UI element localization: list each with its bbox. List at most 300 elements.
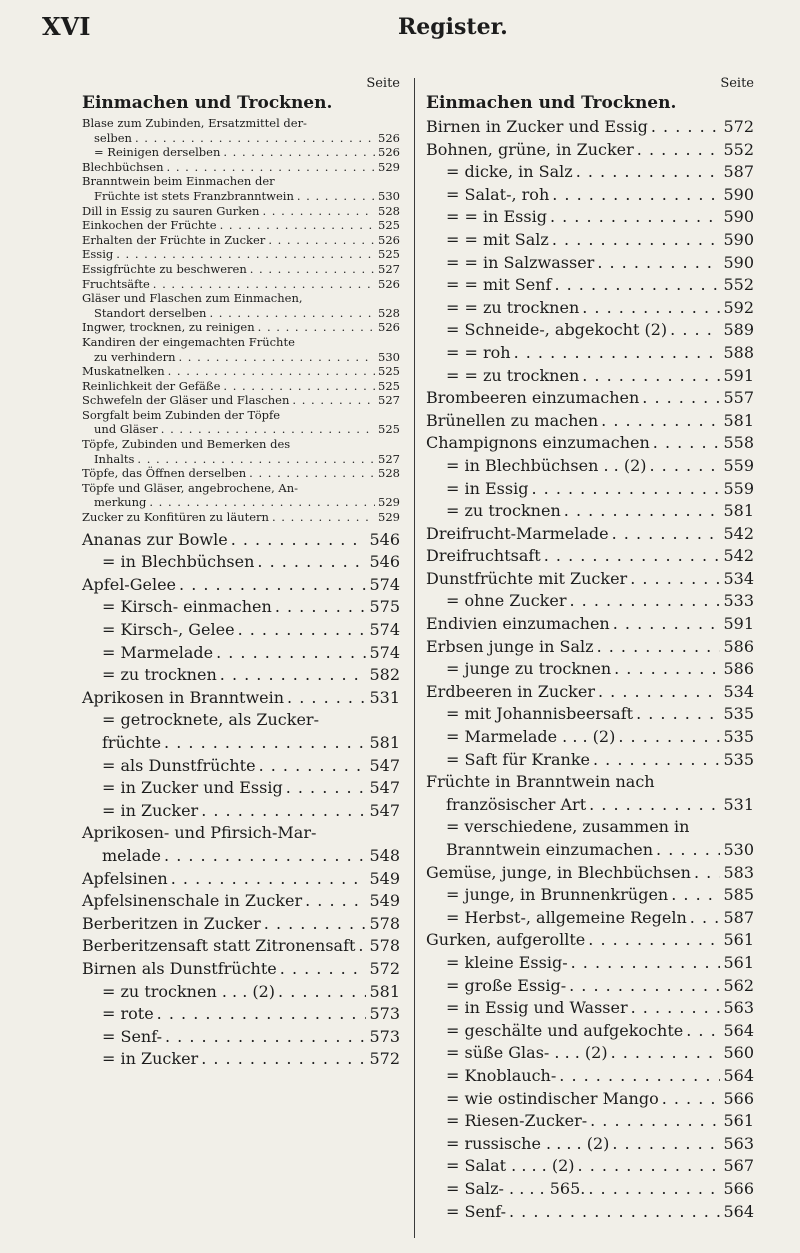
page-reference: 573 (369, 1004, 400, 1024)
page-reference: 525 (378, 364, 400, 379)
index-entry-text: = in Zucker (102, 1049, 199, 1069)
index-entry (426, 455, 754, 478)
index-entry (82, 845, 400, 868)
page-reference: 564 (723, 1065, 754, 1085)
page-reference: 552 (723, 139, 754, 159)
page-reference: 548 (369, 845, 400, 865)
index-entry (82, 306, 400, 321)
index-entry-line: = getrocknete, als Zucker- (102, 710, 319, 730)
dot-leader (690, 907, 721, 930)
index-entry (426, 1201, 754, 1224)
index-entry-text: selben (94, 130, 132, 145)
index-entry-text: = Salz- . . . . 565. (446, 1178, 586, 1198)
dot-leader (268, 233, 375, 248)
index-entry-text: = Herbst-, allgemeine Regeln (446, 907, 687, 927)
dot-leader (614, 658, 720, 681)
index-entry (426, 884, 754, 907)
dot-leader (531, 478, 720, 501)
page-reference: 525 (378, 218, 400, 233)
dot-leader (249, 466, 375, 481)
page-reference: 574 (369, 642, 400, 662)
index-entry (82, 981, 400, 1004)
page-reference: 547 (369, 755, 400, 775)
index-entry-text: Dreifruchtsaft (426, 546, 541, 566)
page-reference: 581 (369, 981, 400, 1001)
dot-leader (264, 913, 367, 936)
dot-leader (642, 387, 720, 410)
dot-leader (552, 229, 721, 252)
page-reference: 559 (723, 478, 754, 498)
page-reference: 567 (723, 1156, 754, 1176)
index-entry (426, 590, 754, 613)
index-entry (426, 545, 754, 568)
index-entry (82, 466, 400, 481)
index-entry (426, 161, 754, 184)
index-entry-text: = Reinigen derselben (94, 145, 221, 160)
index-entry-text: = zu trocknen (446, 501, 561, 521)
page-reference: 561 (723, 1111, 754, 1131)
index-entry (426, 568, 754, 591)
index-entry (82, 145, 400, 160)
index-entry-line: Früchte in Branntwein nach (426, 772, 655, 792)
index-entry-text: Reinlichkeit der Gefäße (82, 378, 221, 393)
index-entry-text: Erhalten der Früchte in Zucker (82, 232, 266, 247)
index-entry-text: = in Essig und Wasser (446, 998, 628, 1018)
index-entry (426, 342, 754, 365)
index-entry-text: = ohne Zucker (446, 591, 567, 611)
page-reference: 561 (723, 930, 754, 950)
page-reference: 563 (723, 998, 754, 1018)
index-entry (426, 139, 754, 162)
page-reference: 581 (369, 732, 400, 752)
page-reference: 581 (723, 501, 754, 521)
page-reference: 525 (378, 422, 400, 437)
page-reference: 589 (723, 320, 754, 340)
dot-leader (598, 681, 720, 704)
index-entry-text: = Kirsch- einmachen (102, 597, 272, 617)
page-reference: 587 (723, 907, 754, 927)
index-entry (82, 495, 400, 510)
page-reference: 558 (723, 433, 754, 453)
index-entry (426, 839, 754, 862)
index-entry (82, 777, 400, 800)
page-reference: 549 (369, 891, 400, 911)
index-entry-text: = = roh (446, 342, 511, 362)
index-entry (82, 233, 400, 248)
index-entry-text: französischer Art (446, 794, 587, 814)
index-entry (426, 297, 754, 320)
page-reference: 592 (723, 297, 754, 317)
index-entry (82, 890, 400, 913)
page-reference: 566 (723, 1088, 754, 1108)
index-entry-text: = in Zucker (102, 800, 199, 820)
index-entry (82, 364, 400, 379)
dot-leader (275, 596, 367, 619)
dot-leader (167, 160, 376, 175)
dot-leader (569, 975, 720, 998)
index-entry-text: = Marmelade . . . (2) (446, 727, 616, 747)
index-entry-text: = in Blechbüchsen (102, 552, 255, 572)
index-entry-line: Sorgfalt beim Zubinden der Töpfe (82, 407, 281, 422)
page-reference: 564 (723, 1201, 754, 1221)
page-reference: 590 (723, 207, 754, 227)
index-entry-text: Apfelsinen (82, 868, 168, 888)
page-reference: 542 (723, 546, 754, 566)
dot-leader (292, 393, 375, 408)
index-entry-text: = Schneide-, abgekocht (2) (446, 320, 668, 340)
index-entry (82, 350, 400, 365)
index-entry-text: Standort derselben (94, 305, 207, 320)
index-entry (426, 636, 754, 659)
page-reference: 526 (378, 232, 400, 247)
index-entry-text: Birnen als Dunstfrüchte (82, 958, 277, 978)
dot-leader (165, 1026, 366, 1049)
dot-leader (612, 1133, 720, 1156)
page-reference: 573 (369, 1026, 400, 1046)
index-entry (426, 206, 754, 229)
dot-leader (509, 1201, 720, 1224)
page-reference: 534 (723, 681, 754, 701)
index-entry-text: = junge, in Brunnenkrügen (446, 885, 669, 905)
index-entry-text: Apfelsinenschale in Zucker (82, 891, 303, 911)
index-entry (426, 500, 754, 523)
index-entry-text: = als Dunstfrüchte (102, 755, 256, 775)
vegetable-index-list (426, 116, 754, 1223)
index-entry (426, 1088, 754, 1111)
dot-leader (153, 277, 375, 292)
index-entry (426, 523, 754, 546)
index-entry-text: = zu trocknen (102, 665, 217, 685)
index-entry (426, 613, 754, 636)
index-entry-text: Schwefeln der Gläser und Flaschen (82, 393, 290, 408)
index-entry-text: = mit Johannisbeersaft (446, 704, 634, 724)
index-entry-text: = Salat . . . . (2) (446, 1156, 575, 1176)
page-reference: 564 (723, 1020, 754, 1040)
dot-leader (223, 379, 375, 394)
index-entry (82, 1003, 400, 1026)
dot-leader (238, 619, 367, 642)
index-entry (426, 478, 754, 501)
section-title: Einmachen und Trocknen. (426, 93, 677, 113)
index-entry (426, 274, 754, 297)
dot-leader (280, 958, 367, 981)
index-entry-line: Branntwein beim Einmachen der (82, 174, 275, 189)
dot-leader (257, 551, 366, 574)
index-entry-line: Aprikosen- und Pfirsich-Mar- (82, 823, 317, 843)
index-entry-text: Blechbüchsen (82, 159, 164, 174)
dot-leader (670, 319, 720, 342)
index-entry-text: Dreifrucht-Marmelade (426, 523, 609, 543)
index-entry-text: Inhalts (94, 451, 135, 466)
dot-leader (564, 500, 721, 523)
index-entry-text: Champignons einzumachen (426, 433, 650, 453)
index-entry-text: Brünellen zu machen (426, 410, 599, 430)
seite-label: Seite (720, 76, 754, 91)
index-entry (82, 664, 400, 687)
index-entry-text: = = zu trocknen (446, 297, 580, 317)
index-entry-line: Kandiren der eingemachten Früchte (82, 334, 295, 349)
dot-leader (559, 1065, 720, 1088)
index-entry (82, 935, 400, 958)
page-reference: 525 (378, 247, 400, 262)
page-reference: 583 (723, 862, 754, 882)
index-entry-text: = = zu trocknen (446, 365, 580, 385)
index-entry-text: = rote (102, 1004, 154, 1024)
dot-leader (611, 1042, 721, 1065)
page-reference: 587 (723, 162, 754, 182)
dot-leader (618, 726, 720, 749)
page-reference: 586 (723, 659, 754, 679)
fruit-index-list (82, 529, 400, 1071)
dot-leader (653, 432, 721, 455)
index-entry (82, 732, 400, 755)
index-entry (82, 687, 400, 710)
dot-leader (650, 455, 721, 478)
index-entry (426, 365, 754, 388)
dot-leader (161, 422, 375, 437)
page-reference: 535 (723, 749, 754, 769)
index-entry (82, 958, 400, 981)
index-entry-text: = kleine Essig- (446, 952, 568, 972)
dot-leader (630, 568, 720, 591)
page-reference: 529 (378, 495, 400, 510)
index-entry (82, 452, 400, 467)
dot-leader (286, 777, 367, 800)
index-entry (426, 1133, 754, 1156)
dot-leader (597, 252, 720, 275)
dot-leader (278, 981, 366, 1004)
dot-leader (631, 997, 721, 1020)
dot-leader (135, 131, 375, 146)
index-entry-text: Berberitzen in Zucker (82, 913, 261, 933)
dot-leader (201, 800, 366, 823)
index-entry (82, 596, 400, 619)
index-entry-text: Bohnen, grüne, in Zucker (426, 139, 634, 159)
dot-leader (589, 794, 720, 817)
dot-leader (514, 342, 721, 365)
index-entry (82, 1048, 400, 1071)
page-reference: 546 (369, 552, 400, 572)
page-reference: 530 (378, 188, 400, 203)
index-entry-text: Essigfrüchte zu beschweren (82, 261, 247, 276)
dot-leader (671, 884, 720, 907)
index-entry-line: Blase zum Zubinden, Ersatzmittel der- (82, 116, 307, 130)
page-reference: 572 (723, 117, 754, 136)
index-entry-text: = in Essig (446, 478, 529, 498)
dot-leader (116, 247, 375, 262)
index-entry-text: = Senf- (446, 1201, 506, 1221)
page-reference: 531 (369, 687, 400, 707)
index-entry (426, 1020, 754, 1043)
dot-leader (209, 306, 375, 321)
index-entry (82, 218, 400, 233)
index-entry (82, 131, 400, 146)
index-entry (82, 320, 400, 335)
index-entry (82, 800, 400, 823)
dot-leader (272, 510, 375, 525)
page-reference: 578 (369, 936, 400, 956)
index-entry (82, 913, 400, 936)
index-entry-line: Töpfe und Gläser, angebrochene, An- (82, 480, 299, 495)
index-entry (426, 726, 754, 749)
dot-leader (164, 732, 366, 755)
page-reference: 526 (378, 320, 400, 335)
index-entry (82, 642, 400, 665)
index-entry-text: = junge zu trocknen (446, 659, 612, 679)
index-entry-line: Töpfe, Zubinden und Bemerken des (82, 437, 291, 452)
column-divider (414, 78, 415, 1238)
page-reference: 585 (723, 885, 754, 905)
index-entry-text: = dicke, in Salz (446, 162, 573, 182)
index-entry-text: Erdbeeren in Zucker (426, 681, 595, 701)
index-entry-text: Birnen in Zucker und Essig (426, 117, 648, 136)
index-entry-text: früchte (102, 732, 162, 752)
index-entry-text: Erbsen junge in Salz (426, 636, 594, 656)
page-reference: 572 (369, 1049, 400, 1069)
index-entry-text: = Saft für Kranke (446, 749, 590, 769)
index-entry-text: Dill in Essig zu sauren Gurken (82, 203, 260, 218)
page-header (0, 10, 800, 46)
page-reference: 586 (723, 636, 754, 656)
dot-leader (662, 1088, 721, 1111)
index-entry (426, 1178, 754, 1201)
page-reference: 566 (723, 1178, 754, 1198)
index-entry-text: melade (102, 845, 162, 865)
index-entry (82, 755, 400, 778)
page-reference: 552 (723, 275, 754, 295)
dot-leader (220, 664, 367, 687)
index-entry-text: merkung (94, 495, 147, 510)
index-entry-text: Früchte ist stets Franzbranntwein (94, 188, 294, 203)
index-entry (82, 868, 400, 891)
dot-leader (544, 545, 721, 568)
index-entry-text: = = mit Senf (446, 275, 552, 295)
index-entry (82, 277, 400, 292)
index-entry-text: = Marmelade (102, 642, 214, 662)
index-entry-text: Dunstfrüchte mit Zucker (426, 568, 628, 588)
index-entry-text: Zucker zu Konfitüren zu läutern (82, 510, 269, 525)
page-reference: 529 (378, 510, 400, 525)
index-entry (82, 551, 400, 574)
dot-leader (216, 642, 366, 665)
index-entry-text: = Riesen-Zucker- (446, 1111, 588, 1131)
dot-leader (636, 703, 720, 726)
general-notes-list (82, 116, 400, 525)
index-entry-text: = Kirsch-, Gelee (102, 620, 235, 639)
left-column (82, 76, 400, 1071)
page-reference: 547 (369, 800, 400, 820)
dot-leader (613, 613, 721, 636)
page-reference: 528 (378, 305, 400, 320)
index-entry-text: Brombeeren einzumachen (426, 388, 640, 408)
running-head: Register. (398, 14, 508, 40)
page-reference: 591 (723, 614, 754, 634)
index-entry (426, 929, 754, 952)
index-entry (426, 997, 754, 1020)
page-reference: 590 (723, 252, 754, 272)
index-entry (426, 387, 754, 410)
page-reference: 574 (369, 574, 400, 594)
index-entry (426, 1042, 754, 1065)
index-entry (82, 204, 400, 219)
dot-leader (259, 755, 367, 778)
dot-leader (576, 161, 721, 184)
dot-leader (250, 262, 375, 277)
index-entry (82, 379, 400, 394)
page-reference: 582 (369, 665, 400, 685)
page-reference: 535 (723, 727, 754, 747)
page-reference: 547 (369, 778, 400, 798)
page-reference: 562 (723, 975, 754, 995)
index-entry (426, 681, 754, 704)
dot-leader (637, 139, 721, 162)
index-entry (426, 184, 754, 207)
dot-leader (578, 1155, 721, 1178)
page-number: XVI (42, 12, 91, 41)
index-entry-text: Branntwein einzumachen (446, 840, 654, 859)
index-entry (426, 432, 754, 455)
index-entry-text: = wie ostindischer Mango (446, 1088, 659, 1108)
index-entry (426, 703, 754, 726)
dot-leader (588, 929, 720, 952)
index-entry-text: und Gläser (94, 422, 158, 437)
index-entry-text: = große Essig- (446, 975, 567, 995)
page-reference: 590 (723, 184, 754, 204)
page-reference: 559 (723, 455, 754, 475)
page-reference: 533 (723, 591, 754, 611)
dot-leader (554, 274, 720, 297)
page-reference: 591 (723, 365, 754, 385)
page-reference: 535 (723, 704, 754, 724)
dot-leader (168, 364, 375, 379)
page-reference: 526 (378, 130, 400, 145)
page-reference: 581 (723, 410, 754, 430)
index-entry (426, 1155, 754, 1178)
dot-leader (157, 1003, 367, 1026)
dot-leader (258, 320, 375, 335)
dot-leader (171, 868, 367, 891)
page-reference: 527 (378, 393, 400, 408)
page-reference: 542 (723, 523, 754, 543)
index-entry-text: = = in Salzwasser (446, 252, 595, 272)
dot-leader (582, 297, 720, 320)
dot-leader (656, 839, 720, 862)
page-reference: 527 (378, 261, 400, 276)
index-entry-text: = russische . . . . (2) (446, 1133, 610, 1153)
dot-leader (651, 116, 721, 139)
page-reference: 590 (723, 229, 754, 249)
page-reference: 560 (723, 1043, 754, 1063)
page-reference: 528 (378, 203, 400, 218)
page-reference: 588 (723, 342, 754, 362)
index-entry (426, 229, 754, 252)
index-entry-text: Gemüse, junge, in Blechbüchsen (426, 862, 691, 882)
index-entry (426, 410, 754, 433)
page-reference: 528 (378, 466, 400, 481)
page-reference: 530 (378, 349, 400, 364)
dot-leader (612, 523, 721, 546)
index-entry (82, 422, 400, 437)
index-entry (82, 619, 400, 642)
dot-leader (262, 204, 375, 219)
page-reference: 572 (369, 958, 400, 978)
page-reference: 526 (378, 145, 400, 160)
page-reference: 561 (723, 952, 754, 972)
index-entry-text: = = mit Salz (446, 229, 549, 249)
page-reference: 531 (723, 794, 754, 814)
index-entry-text: = zu trocknen . . . (2) (102, 981, 276, 1001)
page-reference: 530 (723, 840, 754, 859)
